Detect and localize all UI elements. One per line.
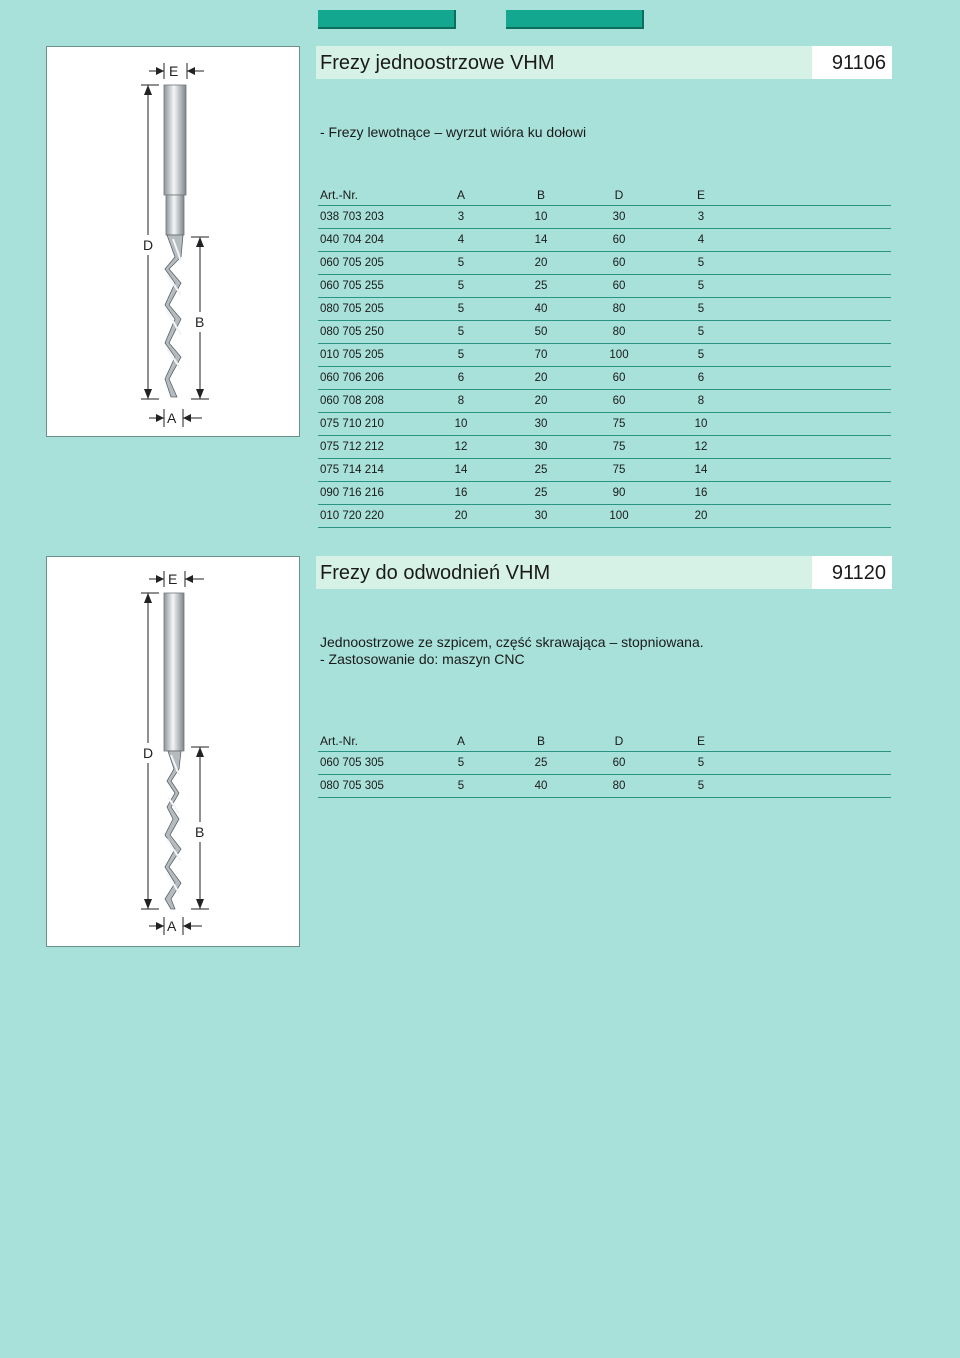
d-cell: 75 xyxy=(612,418,626,430)
dim-label-a: A xyxy=(167,918,177,934)
table-row xyxy=(318,752,891,775)
description-line: Jednoostrzowe ze szpicem, część skrawająca – stopniowana. xyxy=(320,634,704,650)
a-cell: 5 xyxy=(457,257,465,269)
art-nr-cell: 060 706 206 xyxy=(320,372,384,384)
cutter-diagram-2 xyxy=(46,556,300,947)
e-cell: 16 xyxy=(694,487,708,499)
header-e: E xyxy=(696,188,705,202)
header-d: D xyxy=(614,734,624,748)
b-cell: 25 xyxy=(534,280,548,292)
e-cell: 4 xyxy=(697,234,705,246)
b-cell: 14 xyxy=(534,234,548,246)
table-row xyxy=(318,436,891,459)
header-art-nr: Art.-Nr. xyxy=(320,734,358,748)
e-cell: 5 xyxy=(697,349,705,361)
header-a: A xyxy=(456,188,465,202)
section-description-1 xyxy=(320,124,586,141)
header-b: B xyxy=(536,734,545,748)
section-code-1: 91106 xyxy=(831,52,886,74)
section-description-2 xyxy=(320,634,704,668)
table-header-row xyxy=(318,183,891,206)
art-nr-cell: 060 705 305 xyxy=(320,757,384,769)
cutter-diagram-1 xyxy=(46,46,300,437)
e-cell: 5 xyxy=(697,257,705,269)
a-cell: 5 xyxy=(457,280,465,292)
art-nr-cell: 010 705 205 xyxy=(320,349,384,361)
a-cell: 10 xyxy=(454,418,468,430)
a-cell: 16 xyxy=(454,487,468,499)
table-row xyxy=(318,252,891,275)
e-cell: 8 xyxy=(697,395,705,407)
d-cell: 60 xyxy=(612,372,626,384)
a-cell: 6 xyxy=(457,372,465,384)
section-code-2: 91120 xyxy=(831,562,886,584)
d-cell: 75 xyxy=(612,441,626,453)
e-cell: 12 xyxy=(694,441,708,453)
header-b: B xyxy=(536,188,545,202)
d-cell: 100 xyxy=(609,349,629,361)
a-cell: 5 xyxy=(457,757,465,769)
a-cell: 20 xyxy=(454,510,468,522)
art-nr-cell: 060 705 205 xyxy=(320,257,384,269)
art-nr-cell: 010 720 220 xyxy=(320,510,384,522)
d-cell: 80 xyxy=(612,326,626,338)
d-cell: 100 xyxy=(609,510,629,522)
header-tab-right xyxy=(506,10,644,29)
dim-label-d: D xyxy=(143,745,154,761)
art-nr-cell: 038 703 203 xyxy=(320,211,384,223)
a-cell: 5 xyxy=(457,326,465,338)
table-row xyxy=(318,505,891,528)
b-cell: 20 xyxy=(534,372,548,384)
a-cell: 5 xyxy=(457,303,465,315)
e-cell: 5 xyxy=(697,780,705,792)
table-row xyxy=(318,229,891,252)
d-cell: 60 xyxy=(612,280,626,292)
a-cell: 5 xyxy=(457,349,465,361)
b-cell: 20 xyxy=(534,395,548,407)
art-nr-cell: 080 705 250 xyxy=(320,326,384,338)
art-nr-cell: 090 716 216 xyxy=(320,487,384,499)
d-cell: 30 xyxy=(612,211,626,223)
d-cell: 90 xyxy=(612,487,626,499)
table-row xyxy=(318,275,891,298)
a-cell: 4 xyxy=(457,234,465,246)
table-row xyxy=(318,298,891,321)
d-cell: 80 xyxy=(612,303,626,315)
description-line: - Zastosowanie do: maszyn CNC xyxy=(320,651,525,667)
b-cell: 30 xyxy=(534,418,548,430)
e-cell: 3 xyxy=(697,211,705,223)
table-row xyxy=(318,413,891,436)
dim-label-b: B xyxy=(195,824,205,840)
table-header-row xyxy=(318,729,891,752)
table-row xyxy=(318,344,891,367)
a-cell: 14 xyxy=(454,464,468,476)
e-cell: 20 xyxy=(694,510,708,522)
a-cell: 8 xyxy=(457,395,465,407)
art-nr-cell: 075 714 214 xyxy=(320,464,384,476)
art-nr-cell: 040 704 204 xyxy=(320,234,384,246)
b-cell: 20 xyxy=(534,257,548,269)
header-tab-left xyxy=(318,10,456,29)
b-cell: 30 xyxy=(534,441,548,453)
art-nr-cell: 075 710 210 xyxy=(320,418,384,430)
d-cell: 75 xyxy=(612,464,626,476)
b-cell: 25 xyxy=(534,757,548,769)
e-cell: 14 xyxy=(694,464,708,476)
a-cell: 12 xyxy=(454,441,468,453)
b-cell: 40 xyxy=(534,780,548,792)
header-a: A xyxy=(456,734,465,748)
product-table-1 xyxy=(318,183,891,528)
e-cell: 6 xyxy=(697,372,705,384)
product-table-2 xyxy=(318,729,891,798)
d-cell: 60 xyxy=(612,257,626,269)
dim-label-e: E xyxy=(169,63,179,79)
section-title-2: Frezy do odwodnień VHM xyxy=(320,562,551,584)
a-cell: 5 xyxy=(457,780,465,792)
section-title-1: Frezy jednoostrzowe VHM xyxy=(320,52,555,74)
description-line: - Frezy lewotnące – wyrzut wióra ku dołowi xyxy=(320,124,587,140)
table-row xyxy=(318,390,891,413)
art-nr-cell: 075 712 212 xyxy=(320,441,384,453)
a-cell: 3 xyxy=(457,211,465,223)
table-row xyxy=(318,367,891,390)
e-cell: 5 xyxy=(697,326,705,338)
dim-label-a: A xyxy=(167,410,177,426)
d-cell: 60 xyxy=(612,395,626,407)
b-cell: 30 xyxy=(534,510,548,522)
b-cell: 25 xyxy=(534,464,548,476)
b-cell: 50 xyxy=(534,326,548,338)
table-row xyxy=(318,775,891,798)
dim-label-d: D xyxy=(143,237,154,253)
dim-label-e: E xyxy=(168,571,178,587)
header-d: D xyxy=(614,188,624,202)
d-cell: 60 xyxy=(612,234,626,246)
art-nr-cell: 080 705 205 xyxy=(320,303,384,315)
table-row xyxy=(318,206,891,229)
section-title-bar-2 xyxy=(316,556,892,589)
e-cell: 5 xyxy=(697,280,705,292)
e-cell: 10 xyxy=(694,418,708,430)
section-title-bar-1 xyxy=(316,46,892,79)
header-art-nr: Art.-Nr. xyxy=(320,188,358,202)
d-cell: 60 xyxy=(612,757,626,769)
art-nr-cell: 080 705 305 xyxy=(320,780,384,792)
table-row xyxy=(318,482,891,505)
b-cell: 25 xyxy=(534,487,548,499)
header-e: E xyxy=(696,734,705,748)
table-row xyxy=(318,459,891,482)
b-cell: 70 xyxy=(534,349,548,361)
b-cell: 40 xyxy=(534,303,548,315)
b-cell: 10 xyxy=(534,211,548,223)
d-cell: 80 xyxy=(612,780,626,792)
art-nr-cell: 060 705 255 xyxy=(320,280,384,292)
dim-label-b: B xyxy=(195,314,205,330)
art-nr-cell: 060 708 208 xyxy=(320,395,384,407)
table-row xyxy=(318,321,891,344)
e-cell: 5 xyxy=(697,303,705,315)
e-cell: 5 xyxy=(697,757,705,769)
